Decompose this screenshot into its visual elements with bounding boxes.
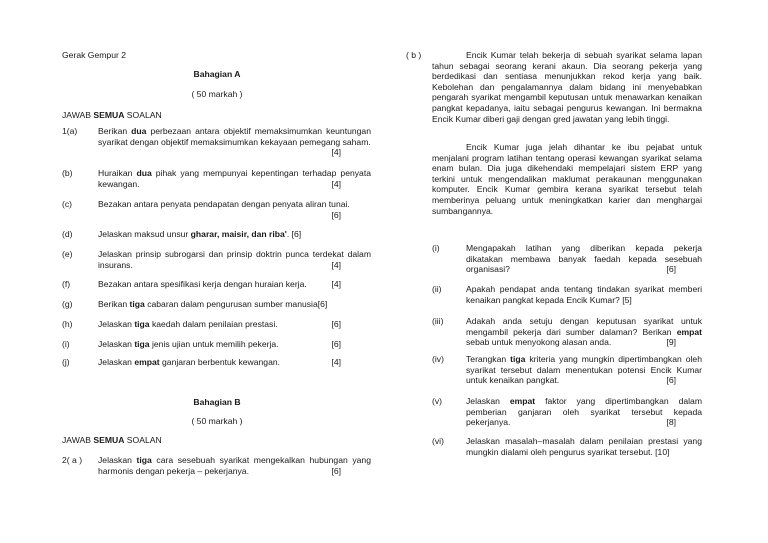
question-mark: [6]	[331, 339, 341, 349]
q-pre: Berikan	[98, 299, 130, 309]
q-bold: empat	[509, 396, 536, 406]
question-number: (vi)	[432, 436, 444, 446]
question-text	[98, 168, 371, 189]
instruction-pre: JAWAB	[62, 435, 94, 445]
section-a-marks: ( 50 markah )	[191, 89, 243, 99]
q-post: kriteria yang mungkin dipertimbangkan oleh syarikat tersebut dalam menentukan potensi Encik Kumar untuk kenaikan pangkat.	[466, 354, 702, 386]
instruction-post: SOALAN	[124, 435, 162, 445]
question-mark: [4]	[331, 178, 341, 189]
question-mark: [6]	[666, 375, 676, 386]
question-number: (v)	[432, 396, 443, 406]
instruction-post: SOALAN	[124, 110, 162, 120]
q-post: sebab untuk menyokong alasan anda.	[466, 337, 612, 348]
question-text	[98, 229, 371, 240]
question-text	[98, 339, 371, 350]
question-text	[98, 126, 371, 158]
section-b-title: Bahagian B	[193, 397, 241, 407]
question-text	[98, 279, 371, 290]
q-post: cabaran dalam pengurusan sumber manusia[6]	[144, 299, 328, 309]
q-pre: Adakah anda setuju dengan keputusan syarikat untuk mengambil pekerja dari sumber dalaman? Berikan	[466, 316, 702, 337]
section-b-instruction	[62, 435, 162, 446]
question-text	[466, 243, 702, 275]
question-mark: [4]	[331, 357, 341, 367]
q-pre: Jelaskan maksud unsur	[98, 229, 191, 239]
instruction-bold: SEMUA	[93, 435, 125, 445]
instruction-bold: SEMUA	[93, 110, 125, 120]
question-text	[466, 396, 702, 428]
q-bold: dua	[136, 168, 152, 178]
q-bold: tiga	[134, 339, 150, 349]
part-b-label: ( b )	[406, 50, 422, 60]
question-number: (b)	[62, 168, 73, 178]
question-mark: [4]	[331, 147, 341, 158]
section-a-instruction	[62, 110, 162, 121]
instruction-pre: JAWAB	[62, 110, 94, 120]
question-text	[98, 319, 371, 330]
q-pre: Jelaskan	[466, 396, 510, 406]
section-b-marks: ( 50 markah )	[191, 416, 243, 426]
question-mark: [6]	[666, 264, 676, 275]
q-bold: tiga	[510, 354, 526, 364]
question-text	[98, 357, 371, 368]
q-bold: tiga	[134, 319, 150, 329]
q-post: kaedah dalam penilaian prestasi.	[149, 319, 278, 329]
question-mark: [8]	[666, 417, 676, 428]
question-number: 2( a )	[62, 455, 83, 465]
q-bold: tiga	[129, 299, 145, 309]
q-bold: tiga	[136, 455, 152, 465]
q-bold: gharar, maisir, dan riba'	[190, 229, 287, 239]
section-a-title: Bahagian A	[193, 69, 241, 79]
question-number: (c)	[62, 199, 73, 209]
q-post: pihak yang mempunyai kepentingan terhadap penyata kewangan.	[98, 168, 372, 189]
q-post: perbezaan antara objektif memaksimumkan keuntungan syarikat dengan objektif memaksimumkan kekayaan pemegang saham.	[98, 126, 371, 147]
q-post: jenis ujian untuk memilih pekerja.	[149, 339, 279, 349]
question-mark: [6]	[331, 209, 341, 220]
question-text	[98, 249, 371, 270]
question-number: (h)	[62, 319, 73, 329]
q-pre: Huraikan	[98, 168, 137, 178]
q-post: . [6]	[286, 229, 302, 239]
q-pre: Berikan	[98, 126, 132, 136]
question-number: (g)	[62, 299, 73, 309]
question-number: (d)	[62, 229, 73, 239]
question-mark: [4]	[331, 279, 341, 289]
q-pre: Mengapakah latihan yang diberikan kepada pekerja dikatakan membawa banyak faedah kepada sesebuah organisasi?	[466, 243, 702, 275]
q-pre: Bezakan antara penyata pendapatan dengan penyata aliran tunai.	[98, 199, 350, 209]
question-mark: [4]	[331, 259, 341, 270]
question-text	[466, 284, 702, 305]
q-pre: Jelaskan	[98, 339, 135, 349]
question-number: (f)	[62, 279, 71, 289]
q-pre: Jelaskan masalah–masalah dalam penilaian prestasi yang mungkin dialami oleh pengurus syarikat tersebut. [10]	[466, 436, 702, 457]
q-bold: empat	[676, 326, 702, 337]
q-post: ganjaran berbentuk kewangan.	[159, 357, 281, 367]
question-text	[466, 354, 702, 386]
case-paragraph-1: Encik Kumar telah bekerja di sebuah syarikat selama lapan tahun sebagai seorang kerani akaun. Dia seorang pekerja yang berdedikasi dan sentiasa menunjukkan rekod kerja yang baik. Kebolehan dan pengalamannya dalam bidang ini menyebabkan pengarah syarikat mengambil keputusan untuk menawarkan kenaikan pangkat kepadanya, iaitu sebagai pengurus kewangan. Ini bermakna Encik Kumar diberi gaji dengan gred jawatan yang lebih tinggi.	[432, 50, 702, 124]
question-mark: [6]	[331, 465, 341, 476]
question-mark: [9]	[666, 337, 676, 348]
q-post: faktor yang dipertimbangkan dalam pemberian ganjaran oleh syarikat tersebut kepada pekerjanya.	[466, 396, 702, 428]
q-post: cara sesebuah syarikat mengekalkan hubungan yang harmonis dengan pekerja – pekerjanya.	[98, 455, 371, 476]
q-pre: Terangkan	[466, 354, 511, 364]
question-text	[98, 199, 371, 220]
q-pre: Bezakan antara spesifikasi kerja dengan huraian kerja.	[98, 279, 307, 289]
q-pre: Apakah pendapat anda tentang tindakan syarikat memberi kenaikan pangkat kepada Encik Kumar? [5]	[466, 284, 702, 305]
question-number: (i)	[62, 339, 70, 349]
question-number: (ii)	[432, 284, 442, 294]
question-number: (j)	[62, 357, 70, 367]
q-bold: dua	[131, 126, 147, 136]
case-paragraph-2: Encik Kumar juga jelah dihantar ke ibu pejabat untuk menjalani program latihan tentang operasi kewangan syarikat selama enam bulan. Dia juga dikehendaki mempelajari sistem ERP yang terkini untuk mengendalikan maklumat perakaunan menggunakan komputer. Encik Kumar gembira kerana syarikat tersebut telah memberinya peluang untuk meningkatkan karier dan menghargai sumbangannya.	[432, 142, 702, 216]
question-number: (iv)	[432, 354, 444, 364]
document-header: Gerak Gempur 2	[62, 50, 126, 60]
question-text	[466, 436, 702, 457]
q-pre: Jelaskan	[98, 455, 137, 465]
question-text	[98, 299, 371, 310]
q-pre: Jelaskan prinsip subrogarsi dan prinsip doktrin punca terdekat dalam insurans.	[98, 249, 371, 270]
q-pre: Jelaskan	[98, 357, 135, 367]
question-text	[98, 455, 371, 476]
question-number: (iii)	[432, 316, 444, 326]
question-number: 1(a)	[62, 126, 78, 136]
question-mark: [6]	[331, 319, 341, 329]
question-number: (e)	[62, 249, 73, 259]
question-number: (i)	[432, 243, 440, 253]
question-text	[466, 316, 702, 348]
q-pre: Jelaskan	[98, 319, 135, 329]
q-bold: empat	[134, 357, 160, 367]
